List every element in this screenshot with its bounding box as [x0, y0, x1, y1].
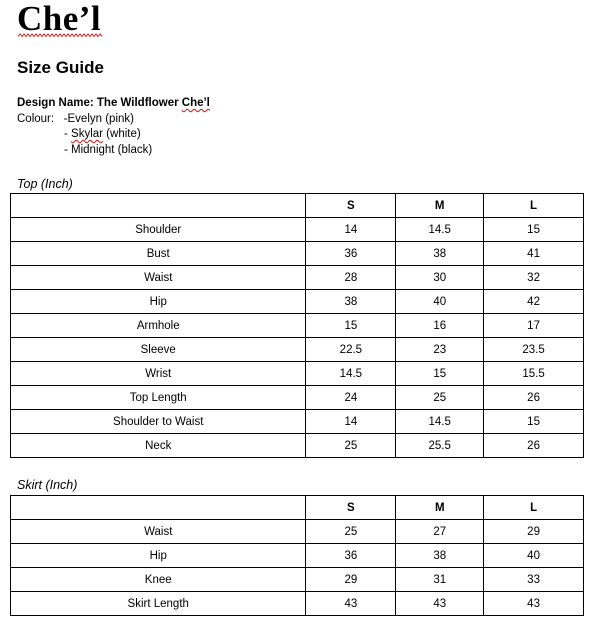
top-cell-size-s: 28 [306, 266, 396, 290]
skirt-cell-size-l: 29 [484, 520, 584, 544]
colour-option-evelyn: -Evelyn (pink) [63, 112, 134, 125]
skirt-row [11, 592, 584, 616]
skirt-cell-size-m: 31 [396, 568, 484, 592]
top-cell-size-s: 24 [306, 386, 396, 410]
skirt-cell-measurement: Knee [11, 568, 306, 592]
skirt-cell-size-s: 36 [306, 544, 396, 568]
top-cell-measurement: Neck [11, 434, 306, 458]
top-cell-measurement: Armhole [11, 314, 306, 338]
top-row [11, 266, 584, 290]
top-cell-size-l: 23.5 [484, 338, 584, 362]
top-cell-measurement: Shoulder to Waist [11, 410, 306, 434]
page-heading: Size Guide [17, 58, 104, 77]
skirt-header-s: S [306, 496, 396, 520]
top-header-l: L [484, 194, 584, 218]
top-cell-measurement: Sleeve [11, 338, 306, 362]
top-cell-measurement: Hip [11, 290, 306, 314]
skirt-cell-size-m: 38 [396, 544, 484, 568]
colour-option-skylar: Skylar [71, 128, 103, 140]
top-cell-size-l: 42 [484, 290, 584, 314]
design-name-label: Design Name: [17, 97, 94, 109]
top-cell-measurement: Wrist [11, 362, 306, 386]
top-cell-size-s: 14 [306, 410, 396, 434]
top-cell-size-m: 16 [396, 314, 484, 338]
skirt-row [11, 520, 584, 544]
top-cell-measurement: Top Length [11, 386, 306, 410]
spellcheck-squiggle [18, 33, 102, 38]
skirt-cell-measurement: Skirt Length [11, 592, 306, 616]
top-row [11, 410, 584, 434]
top-header-s: S [306, 194, 396, 218]
top-header-m: M [396, 194, 484, 218]
top-cell-size-s: 25 [306, 434, 396, 458]
top-row [11, 290, 584, 314]
top-row [11, 314, 584, 338]
top-cell-measurement: Bust [11, 242, 306, 266]
top-cell-measurement: Waist [11, 266, 306, 290]
skirt-cell-size-l: 43 [484, 592, 584, 616]
colour-line-1 [17, 112, 317, 128]
top-header-row [11, 194, 584, 218]
top-cell-size-l: 41 [484, 242, 584, 266]
top-cell-measurement: Shoulder [11, 218, 306, 242]
skirt-cell-measurement: Hip [11, 544, 306, 568]
brand-title: Che’l [17, 0, 102, 38]
top-row [11, 434, 584, 458]
skirt-row [11, 544, 584, 568]
top-cell-size-l: 15 [484, 410, 584, 434]
skirt-cell-size-l: 33 [484, 568, 584, 592]
top-row [11, 362, 584, 386]
top-cell-size-m: 14.5 [396, 410, 484, 434]
skirt-cell-size-s: 25 [306, 520, 396, 544]
top-cell-size-s: 14 [306, 218, 396, 242]
top-cell-size-l: 15 [484, 218, 584, 242]
top-cell-size-l: 32 [484, 266, 584, 290]
top-header-blank [11, 194, 306, 218]
top-row [11, 338, 584, 362]
top-cell-size-m: 30 [396, 266, 484, 290]
top-cell-size-m: 14.5 [396, 218, 484, 242]
skirt-cell-size-l: 40 [484, 544, 584, 568]
top-row [11, 242, 584, 266]
colour-line-3 [17, 143, 317, 159]
skirt-cell-size-m: 27 [396, 520, 484, 544]
skirt-size-table [10, 495, 584, 616]
skirt-header-m: M [396, 496, 484, 520]
skirt-header-blank [11, 496, 306, 520]
top-cell-size-s: 38 [306, 290, 396, 314]
design-name-suffix: Che’l [181, 97, 210, 109]
top-cell-size-s: 15 [306, 314, 396, 338]
top-cell-size-l: 17 [484, 314, 584, 338]
top-cell-size-m: 38 [396, 242, 484, 266]
skirt-cell-size-s: 43 [306, 592, 396, 616]
top-row [11, 386, 584, 410]
top-cell-size-m: 25.5 [396, 434, 484, 458]
skirt-cell-size-m: 43 [396, 592, 484, 616]
top-cell-size-s: 22.5 [306, 338, 396, 362]
top-cell-size-l: 26 [484, 386, 584, 410]
top-size-table [10, 193, 584, 458]
skirt-cell-size-s: 29 [306, 568, 396, 592]
top-section-title: Top (Inch) [17, 177, 73, 191]
colour-line-2 [17, 127, 317, 143]
design-name-prefix: The Wildflower [96, 97, 182, 109]
skirt-section-title: Skirt (Inch) [17, 478, 78, 492]
top-cell-size-l: 26 [484, 434, 584, 458]
skirt-row [11, 568, 584, 592]
top-cell-size-m: 40 [396, 290, 484, 314]
top-cell-size-m: 25 [396, 386, 484, 410]
top-cell-size-s: 36 [306, 242, 396, 266]
colour-option-skylar-prefix: - [64, 128, 72, 140]
top-cell-size-s: 14.5 [306, 362, 396, 386]
design-name-line [17, 96, 317, 112]
design-info [17, 96, 317, 158]
skirt-header-l: L [484, 496, 584, 520]
top-row [11, 218, 584, 242]
top-cell-size-l: 15.5 [484, 362, 584, 386]
colour-option-skylar-suffix: (white) [102, 128, 141, 140]
top-cell-size-m: 23 [396, 338, 484, 362]
colour-label: Colour: [17, 112, 55, 125]
skirt-cell-measurement: Waist [11, 520, 306, 544]
colour-option-midnight: - Midnight (black) [64, 143, 153, 156]
skirt-header-row [11, 496, 584, 520]
top-cell-size-m: 15 [396, 362, 484, 386]
